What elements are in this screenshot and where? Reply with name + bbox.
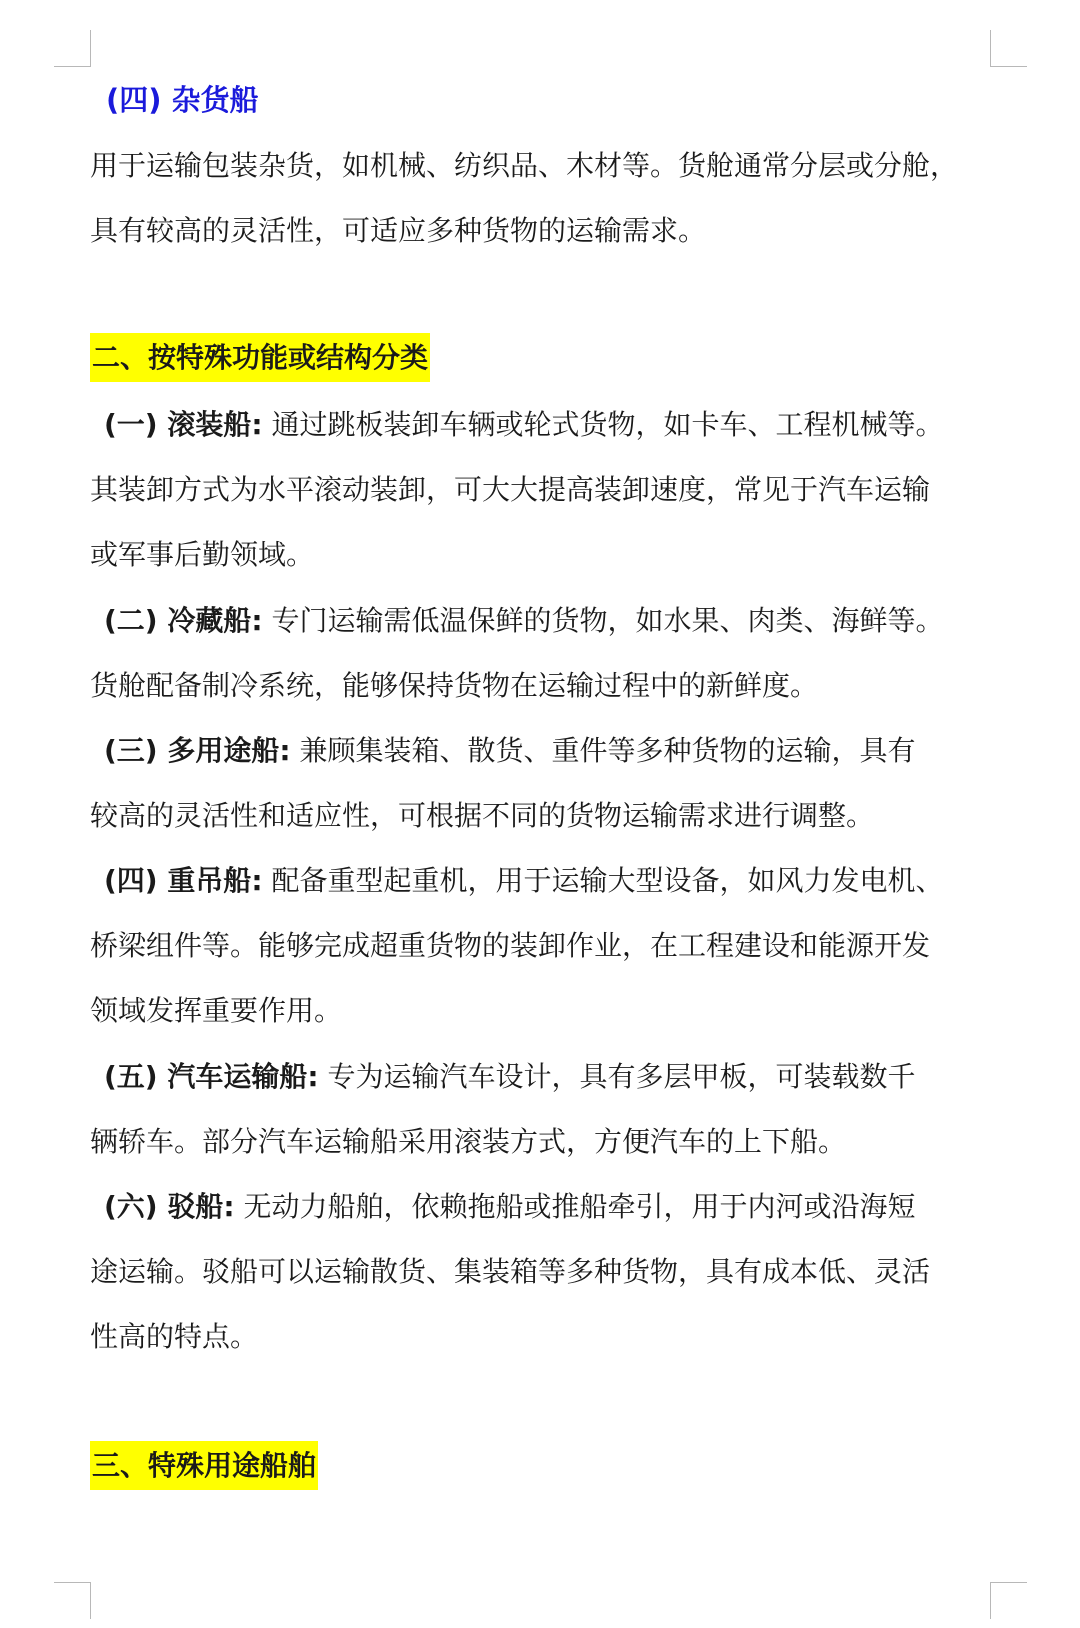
page-corner-mark bbox=[990, 30, 1027, 67]
paragraph-line: 辆轿车。部分汽车运输船采用滚装方式，方便汽车的上下船。 bbox=[90, 1125, 847, 1158]
item-label: (六) 驳船: bbox=[104, 1190, 235, 1223]
paragraph-line: 或军事后勤领域。 bbox=[90, 538, 315, 571]
item-line bbox=[104, 731, 915, 771]
item-line bbox=[104, 861, 943, 901]
item-label: (三) 多用途船: bbox=[104, 734, 291, 767]
item-label: (五) 汽车运输船: bbox=[104, 1060, 319, 1093]
item-label: (四) 重吊船: bbox=[104, 864, 263, 897]
item-text: 专为运输汽车设计，具有多层甲板，可装载数千 bbox=[327, 1060, 916, 1093]
item-text: 通过跳板装卸车辆或轮式货物，如卡车、工程机械等。 bbox=[271, 408, 944, 441]
highlighted-heading: 二、按特殊功能或结构分类 bbox=[90, 333, 430, 382]
paragraph-line: 用于运输包装杂货，如机械、纺织品、木材等。货舱通常分层或分舱， bbox=[90, 149, 959, 182]
page-corner-mark bbox=[54, 1582, 91, 1619]
paragraph-line: 其装卸方式为水平滚动装卸，可大大提高装卸速度，常见于汽车运输 bbox=[90, 473, 931, 506]
page-corner-mark bbox=[54, 30, 91, 67]
highlighted-heading: 三、特殊用途船舶 bbox=[90, 1441, 318, 1490]
item-label: (一) 滚装船: bbox=[104, 408, 263, 441]
section-heading bbox=[90, 1446, 318, 1486]
page-corner-mark bbox=[990, 1582, 1027, 1619]
item-line bbox=[104, 1057, 915, 1097]
paragraph-line: 途运输。驳船可以运输散货、集装箱等多种货物，具有成本低、灵活 bbox=[90, 1255, 931, 1288]
item-line bbox=[104, 405, 943, 445]
item-text: 兼顾集装箱、散货、重件等多种货物的运输，具有 bbox=[299, 734, 916, 767]
section-heading bbox=[90, 338, 430, 378]
item-label: (二) 冷藏船: bbox=[104, 604, 263, 637]
item-line bbox=[104, 1187, 915, 1227]
paragraph-line: 性高的特点。 bbox=[90, 1320, 259, 1353]
paragraph-line: 货舱配备制冷系统，能够保持货物在运输过程中的新鲜度。 bbox=[90, 669, 819, 702]
subheading: (四) 杂货船 bbox=[106, 83, 259, 117]
item-text: 配备重型起重机，用于运输大型设备，如风力发电机、 bbox=[271, 864, 944, 897]
paragraph-line: 具有较高的灵活性，可适应多种货物的运输需求。 bbox=[90, 214, 707, 247]
item-line bbox=[104, 601, 943, 641]
paragraph-line: 领域发挥重要作用。 bbox=[90, 994, 343, 1027]
paragraph-line: 较高的灵活性和适应性，可根据不同的货物运输需求进行调整。 bbox=[90, 799, 875, 832]
item-text: 无动力船舶，依赖拖船或推船牵引，用于内河或沿海短 bbox=[243, 1190, 916, 1223]
paragraph-line: 桥梁组件等。能够完成超重货物的装卸作业，在工程建设和能源开发 bbox=[90, 929, 931, 962]
item-text: 专门运输需低温保鲜的货物，如水果、肉类、海鲜等。 bbox=[271, 604, 944, 637]
